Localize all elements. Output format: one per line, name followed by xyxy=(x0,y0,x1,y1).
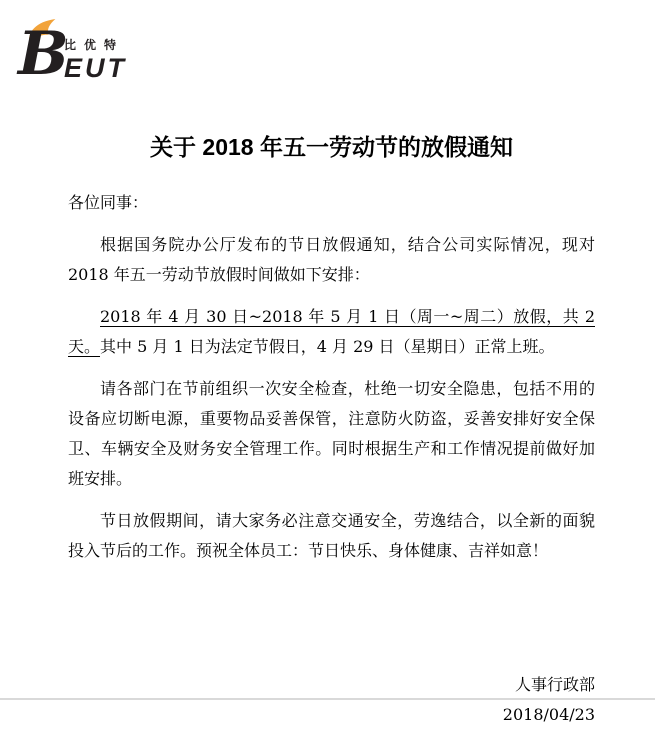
logo-chinese-name: 比优特 xyxy=(64,38,125,52)
notice-title: 关于 2018 年五一劳动节的放假通知 xyxy=(150,134,513,160)
logo-right-block xyxy=(64,36,127,81)
logo-letters-eut: EUT xyxy=(64,53,127,83)
holiday-dates-rest: 其中 5 月 1 日为法定节假日，4 月 29 日（星期日）正常上班。 xyxy=(100,337,555,356)
paragraph-safety: 请各部门在节前组织一次安全检查，杜绝一切安全隐患，包括不用的设备应切断电源，重要物品妥善保管，注意防火防盗，妥善安排好安全保卫、车辆安全及财务安全管理工作。同时根据生产和工作情况提前做好加班安排。 xyxy=(68,379,595,488)
greeting-line: 各位同事： xyxy=(68,193,149,212)
notice-body xyxy=(68,188,595,566)
signature-block xyxy=(68,670,595,730)
signature-department: 人事行政部 xyxy=(514,675,595,694)
paragraph-holiday-dates xyxy=(68,302,595,362)
paragraph-wishes: 节日放假期间，请大家务必注意交通安全，劳逸结合，以全新的面貌投入节后的工作。预祝全体员工：节日快乐、身体健康、吉祥如意！ xyxy=(68,511,595,560)
logo-letter-b: B xyxy=(18,19,69,89)
company-logo xyxy=(18,18,158,90)
holiday-dates-underlined: 2018 年 4 月 30 日~2018 年 5 月 1 日（周一~周二）放假，共 2 天。 xyxy=(68,307,595,356)
paragraph-intro: 根据国务院办公厅发布的节日放假通知，结合公司实际情况，现对 2018 年五一劳动节放假时间做如下安排： xyxy=(68,235,595,284)
signature-date: 2018/04/23 xyxy=(502,705,595,724)
